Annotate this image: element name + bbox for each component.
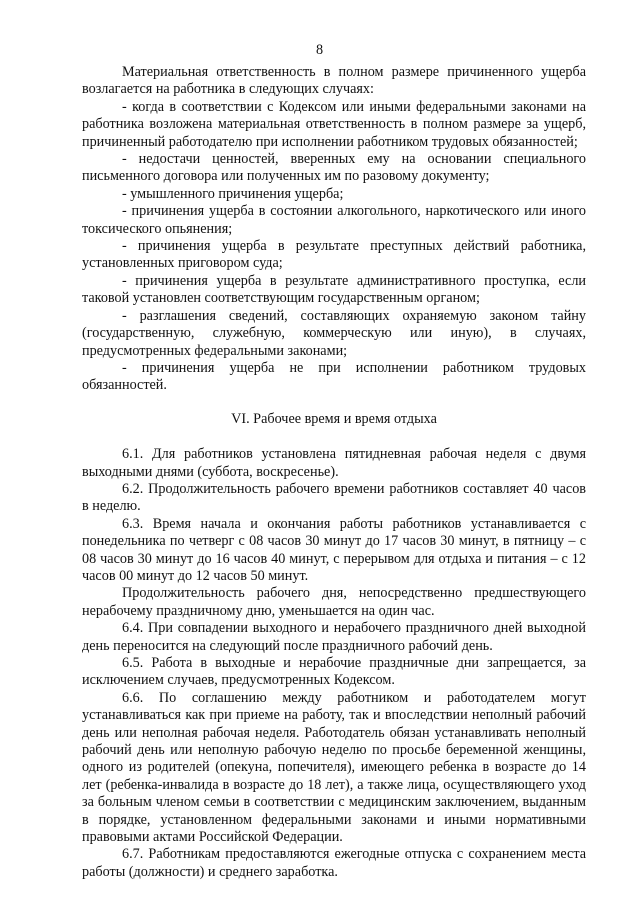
liability-item: - недостачи ценностей, вверенных ему на основании специального письменного договора или полученных им по разовому документу; [82,151,586,185]
liability-item: - разглашения сведений, составляющих охраняемую законом тайну (государственную, служебную, коммерческую или иную), в случаях, предусмотренных федеральными законами; [82,307,586,359]
paragraph-6-7: 6.7. Работникам предоставляются ежегодные отпуска с сохранением места работы (должности) и среднего заработка. [82,846,586,880]
liability-item: - причинения ущерба не при исполнении работником трудовых обязанностей. [82,359,586,394]
paragraph-6-2: 6.2. Продолжительность рабочего времени работников составляет 40 часов в неделю. [82,480,586,515]
section-heading: VI. Рабочее время и время отдыха [231,410,437,427]
liability-item: - умышленного причинения ущерба; [122,185,344,202]
liability-item: - причинения ущерба в результате преступных действий работника, установленных приговором суда; [82,238,586,272]
paragraph-6-1: 6.1. Для работников установлена пятидневная рабочая неделя с двумя выходными днями (суббота, воскресенье). [82,446,586,480]
liability-item: - когда в соответствии с Кодексом или иными федеральными законами на работника возложена материальная ответственность в полном размере за ущерб, причиненный работодателю при исполнении работником трудовых обязанностей; [82,98,586,150]
paragraph-6-5: 6.5. Работа в выходные и нерабочие праздничные дни запрещается, за исключением случаев, предусмотренных Кодексом. [82,655,586,689]
paragraph-6-3-note: Продолжительность рабочего дня, непосредственно предшествующего нерабочему праздничному дню, уменьшается на один час. [82,585,586,619]
liability-item: - причинения ущерба в результате административного проступка, если таковой установлен соответствующим государственным органом; [82,272,586,307]
liability-item: - причинения ущерба в состоянии алкогольного, наркотического или иного токсического опьянения; [82,203,586,237]
page-body [82,64,586,881]
paragraph-6-6: 6.6. По соглашению между работником и работодателем могут устанавливаться как при приеме на работу, так и впоследствии неполный рабочий день или неполная рабочая неделя. Работодатель обязан устанавливать неполный рабочий день или неполную рабочую неделю по просьбе беременной женщины, одного из родителей (опекуна, попечителя), имеющего ребенка в возрасте до 14 лет (ребенка-инвалида в возрасте до 18 лет), а также лица, осуществляющего уход за больным членом семьи в соответствии с медицинским заключением, выданным в порядке, установленном федеральными законами и иными нормативными правовыми актами Российской Федерации. [82,689,586,846]
paragraph-6-3: 6.3. Время начала и окончания работы работников устанавливается с понедельника по четверг с 08 часов 30 минут до 17 часов 30 минут, в пятницу – с 08 часов 30 минут до 16 часов 40 минут, с перерывом для отдыха и питания – с 12 часов 00 минут до 12 часов 50 минут. [82,515,586,584]
paragraph-6-4: 6.4. При совпадении выходного и нерабочего праздничного дней выходной день переносится на следующий после праздничного рабочий день. [82,620,586,654]
page-number: 8 [315,42,324,58]
liability-intro: Материальная ответственность в полном размере причиненного ущерба возлагается на работника в следующих случаях: [82,64,586,98]
